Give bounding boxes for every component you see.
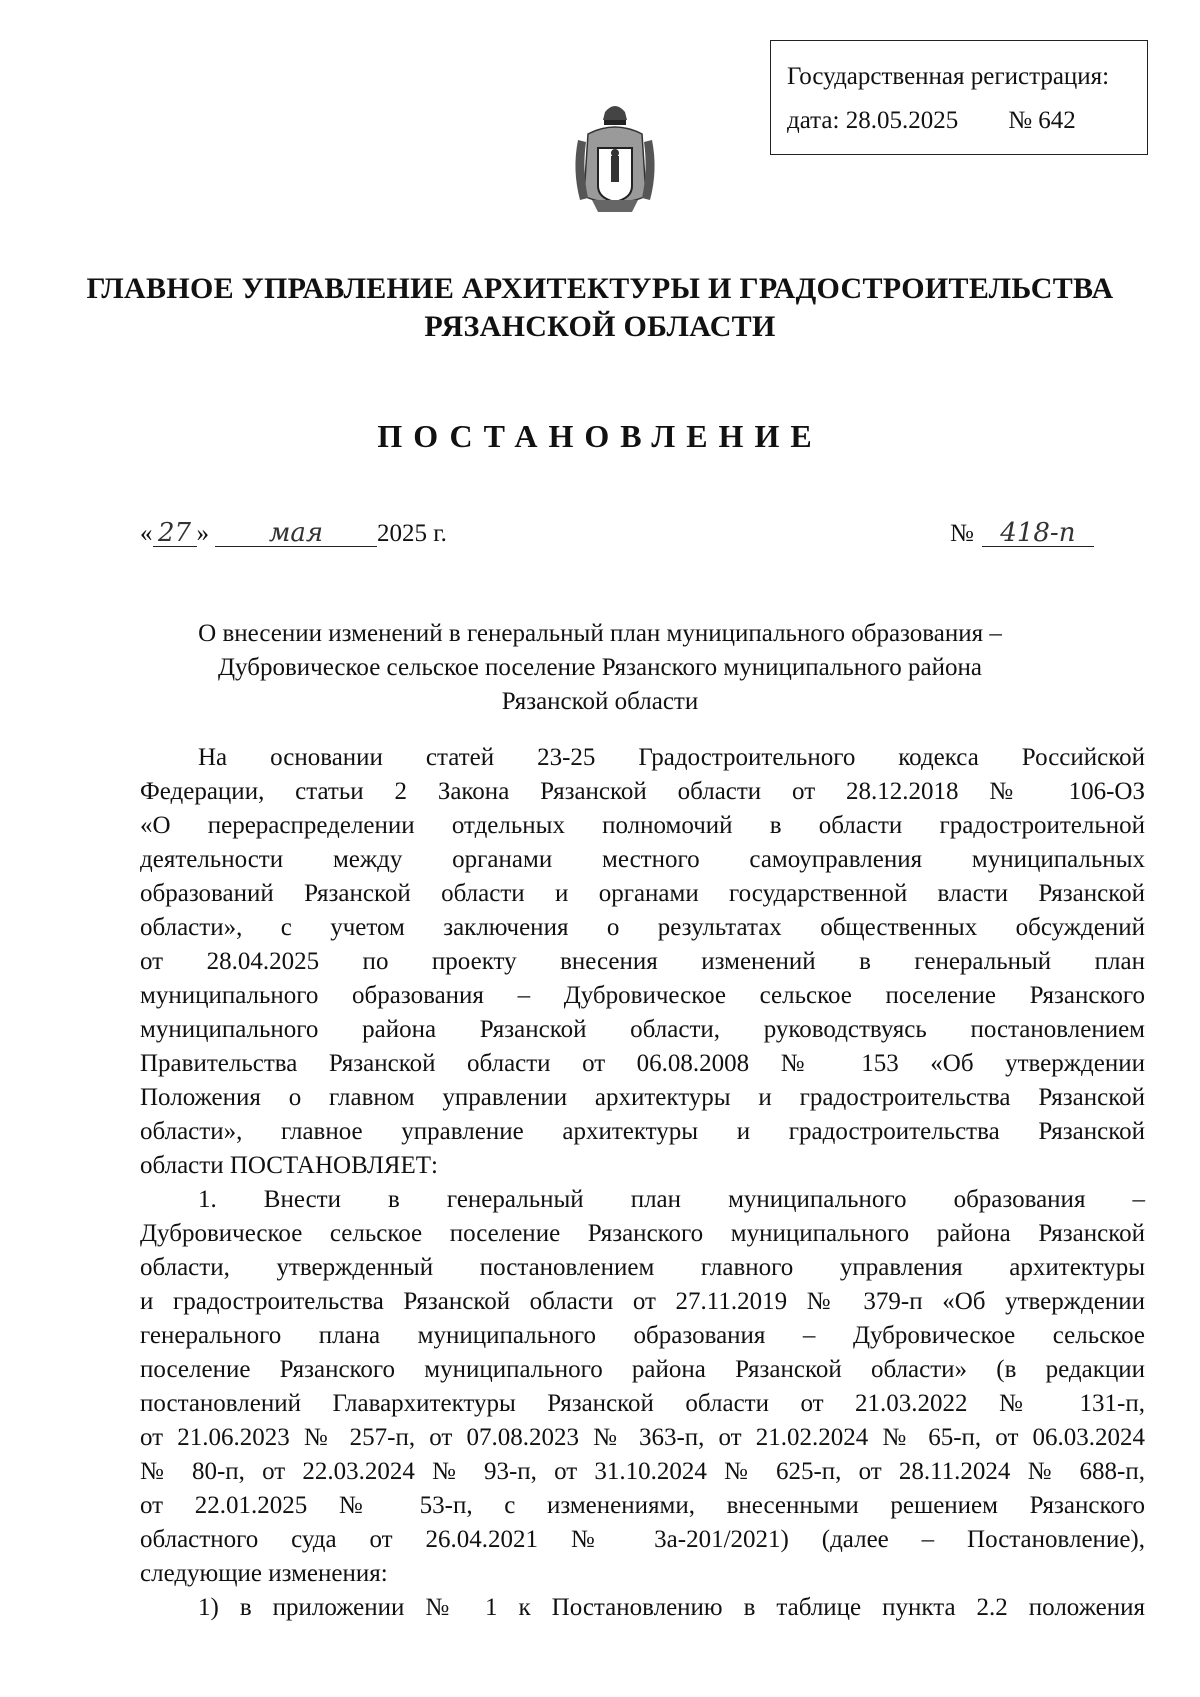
date-year: 2025 г.	[377, 520, 447, 547]
date-month-handwritten: мая	[215, 520, 377, 547]
subject-line: Рязанской области	[501, 688, 699, 715]
coat-of-arms-icon	[570, 100, 660, 270]
body-line: от 21.06.2023 № 257-п, от 07.08.2023 № 363-п, от 21.02.2024 № 65-п, от 06.03.2024	[140, 1424, 1145, 1451]
body-line: № 80-п, от 22.03.2024 № 93-п, от 31.10.2024 № 625-п, от 28.11.2024 № 688-п,	[140, 1458, 1145, 1485]
registration-date: дата: 28.05.2025	[787, 107, 959, 134]
document-number-label: №	[950, 520, 974, 547]
body-line: Правительства Рязанской области от 06.08.2008 № 153 «Об утверждении	[140, 1050, 1145, 1077]
body-line: Дубровическое сельское поселение Рязанского муниципального района Рязанской	[140, 1220, 1145, 1247]
body-line: «О перераспределении отдельных полномочий в области градостроительной	[140, 812, 1145, 839]
registration-title: Государственная регистрация:	[787, 63, 1110, 90]
body-line: Федерации, статьи 2 Закона Рязанской области от 28.12.2018 № 106-ОЗ	[140, 778, 1145, 805]
body-line: муниципального района Рязанской области, руководствуясь постановлением	[140, 1016, 1145, 1043]
date-close-quote: »	[196, 520, 209, 547]
body-line: На основании статей 23-25 Градостроительного кодекса Российской	[198, 744, 1145, 771]
document-subject	[0, 617, 1200, 719]
document-number-handwritten: 418-п	[982, 520, 1094, 547]
body-line: областного суда от 26.04.2021 № 3а-201/2021) (далее – Постановление),	[140, 1526, 1145, 1553]
body-line: области, утвержденный постановлением главного управления архитектуры	[140, 1254, 1145, 1281]
registration-number: № 642	[1008, 107, 1076, 134]
body-line: и градостроительства Рязанской области от 27.11.2019 № 379-п «Об утверждении	[140, 1288, 1145, 1315]
body-line: деятельности между органами местного самоуправления муниципальных	[140, 846, 1145, 873]
body-line: области», с учетом заключения о результатах общественных обсуждений	[140, 914, 1145, 941]
body-line: 1) в приложении № 1 к Постановлению в таблице пункта 2.2 положения	[198, 1594, 1145, 1621]
body-line: от 28.04.2025 по проекту внесения изменений в генеральный план	[140, 948, 1145, 975]
date-day-handwritten: 27	[153, 520, 197, 547]
org-name-line2: РЯЗАНСКОЙ ОБЛАСТИ	[424, 310, 776, 343]
document-date	[140, 520, 447, 548]
body-line: Положения о главном управлении архитектуры и градостроительства Рязанской	[140, 1084, 1145, 1111]
body-line: области», главное управление архитектуры и градостроительства Рязанской	[140, 1118, 1145, 1145]
document-body	[140, 741, 1145, 1625]
body-line: генерального плана муниципального образования – Дубровическое сельское	[140, 1322, 1145, 1349]
subject-line: О внесении изменений в генеральный план муниципального образования –	[198, 620, 1002, 647]
subject-line: Дубровическое сельское поселение Рязанского муниципального района	[218, 654, 982, 681]
body-line: поселение Рязанского муниципального района Рязанской области» (в редакции	[140, 1356, 1145, 1383]
body-line: муниципального образования – Дубровическое сельское поселение Рязанского	[140, 982, 1145, 1009]
date-open-quote: «	[140, 520, 153, 547]
body-line: образований Рязанской области и органами государственной власти Рязанской	[140, 880, 1145, 907]
document-number	[950, 520, 1094, 548]
body-line: 1. Внести в генеральный план муниципального образования –	[198, 1186, 1145, 1213]
body-line: от 22.01.2025 № 53-п, с изменениями, внесенными решением Рязанского	[140, 1492, 1145, 1519]
body-line: постановлений Главархитектуры Рязанской области от 21.03.2022 № 131-п,	[140, 1390, 1145, 1417]
body-line: области ПОСТАНОВЛЯЕТ:	[140, 1152, 438, 1179]
body-line: следующие изменения:	[140, 1560, 388, 1587]
org-name-line1: ГЛАВНОЕ УПРАВЛЕНИЕ АРХИТЕКТУРЫ И ГРАДОСТРОИТЕЛЬСТВА	[86, 272, 1114, 305]
document-type-title: ПОСТАНОВЛЕНИЕ	[377, 418, 823, 454]
registration-stamp	[770, 40, 1148, 155]
